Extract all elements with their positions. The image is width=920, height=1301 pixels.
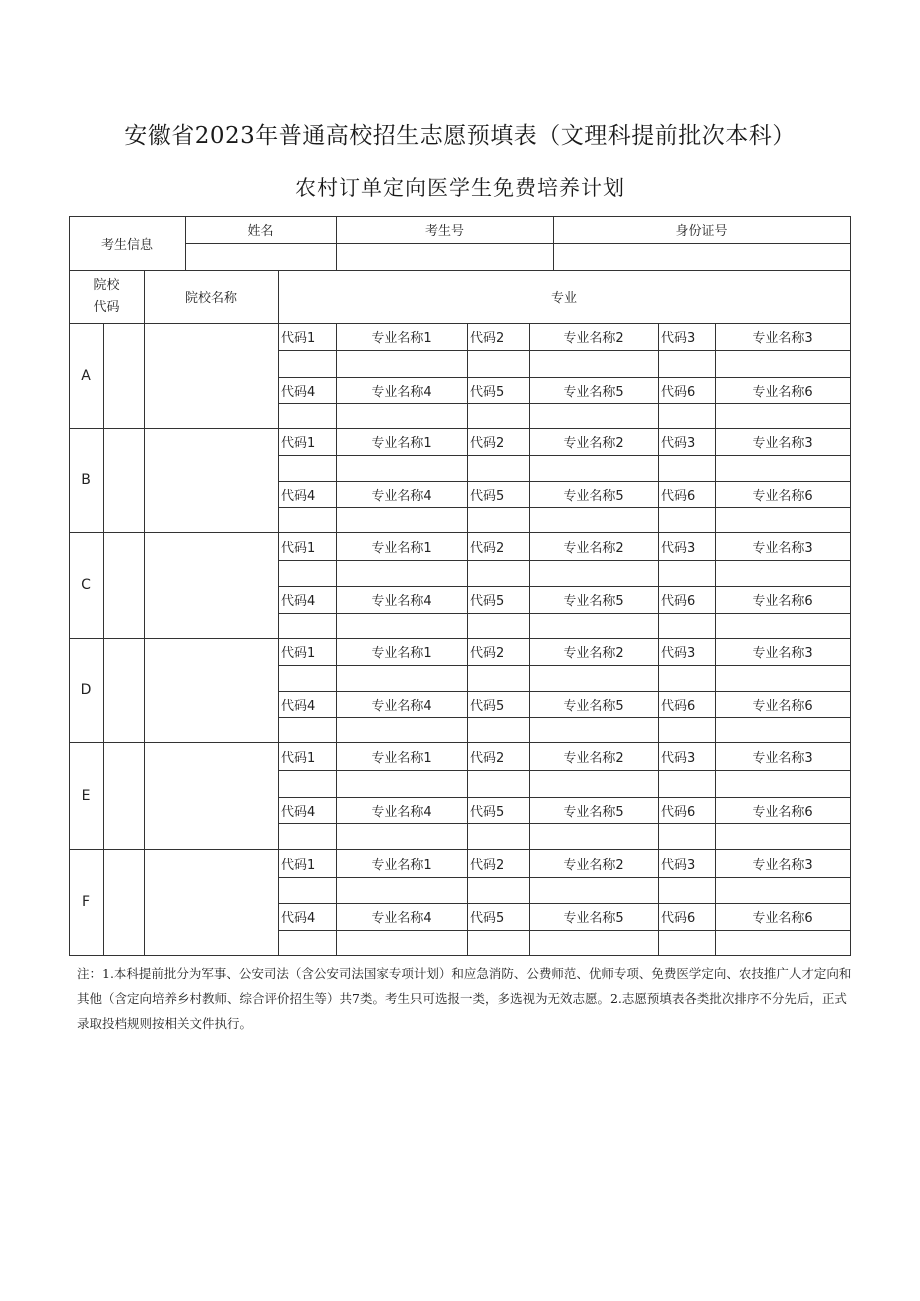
major-name-label: 专业名称3 <box>752 750 813 766</box>
major-name-label: 专业名称1 <box>371 857 432 873</box>
major-name-label: 专业名称6 <box>752 911 813 926</box>
major-code-field[interactable] <box>278 877 336 903</box>
major-code-label: 代码6 <box>661 698 696 714</box>
school-name-field[interactable] <box>144 428 278 532</box>
major-code-label: 代码3 <box>661 436 696 451</box>
major-name-field[interactable] <box>715 613 850 638</box>
major-code-label: 代码4 <box>281 804 316 820</box>
major-code-field[interactable] <box>278 665 336 691</box>
form-subtitle: 农村订单定向医学生免费培养计划 <box>295 176 625 200</box>
major-code-label: 代码3 <box>661 750 696 766</box>
major-code-label: 代码3 <box>661 540 696 556</box>
group-label-d: D <box>80 682 92 698</box>
major-name-field[interactable] <box>529 613 658 638</box>
id-number-field[interactable] <box>553 243 850 270</box>
group-label-f: F <box>81 894 91 910</box>
major-name-field[interactable] <box>336 770 467 797</box>
major-name-label: 专业名称6 <box>752 488 813 504</box>
major-name-field[interactable] <box>715 403 850 428</box>
major-name-label: 专业名称5 <box>563 804 624 820</box>
school-name-field[interactable] <box>144 638 278 742</box>
major-code-field[interactable] <box>467 717 529 742</box>
major-name-label: 专业名称3 <box>752 540 813 556</box>
major-code-field[interactable] <box>467 930 529 955</box>
major-code-field[interactable] <box>658 717 715 742</box>
major-code-field[interactable] <box>278 560 336 586</box>
major-code-label: 代码1 <box>281 646 316 661</box>
major-name-field[interactable] <box>529 455 658 481</box>
major-name-label: 专业名称5 <box>563 698 624 714</box>
major-code-field[interactable] <box>658 930 715 955</box>
major-code-field[interactable] <box>467 560 529 586</box>
major-name-field[interactable] <box>715 455 850 481</box>
footnote: 注：1.本科提前批分为军事、公安司法（含公安司法国家专项计划）和应急消防、公费师范、优师专项、免费医学定向、农技推广人才定向和其他（含定向培养乡村教师、综合评价招生等）共7类。考生只可选报一类，多选视为无效志愿。2.志愿预填表各类批次排序不分先后，正式录取投档规则按相关文件执行。 <box>77 966 852 1031</box>
school-code-field[interactable] <box>103 323 144 428</box>
major-code-label: 代码2 <box>470 646 505 661</box>
major-code-field[interactable] <box>278 717 336 742</box>
major-name-field[interactable] <box>336 930 467 955</box>
major-name-field[interactable] <box>529 717 658 742</box>
major-name-label: 专业名称2 <box>563 331 624 346</box>
major-name-field[interactable] <box>336 560 467 586</box>
major-name-label: 专业名称4 <box>371 698 432 714</box>
major-name-field[interactable] <box>529 877 658 903</box>
major-code-field[interactable] <box>278 613 336 638</box>
major-name-label: 专业名称2 <box>563 750 624 766</box>
major-name-field[interactable] <box>529 507 658 532</box>
major-name-label: 专业名称2 <box>563 857 624 873</box>
major-code-field[interactable] <box>658 560 715 586</box>
major-name-field[interactable] <box>336 403 467 428</box>
major-name-field[interactable] <box>715 350 850 377</box>
major-name-label: 专业名称4 <box>371 804 432 820</box>
major-code-field[interactable] <box>467 823 529 849</box>
major-name-field[interactable] <box>715 770 850 797</box>
major-code-field[interactable] <box>278 350 336 377</box>
major-name-label: 专业名称4 <box>371 594 432 609</box>
major-code-label: 代码5 <box>470 911 505 926</box>
major-code-label: 代码5 <box>470 698 505 714</box>
major-code-label: 代码2 <box>470 436 505 451</box>
major-code-label: 代码1 <box>281 436 316 451</box>
major-code-label: 代码4 <box>281 911 316 926</box>
major-code-field[interactable] <box>658 350 715 377</box>
major-code-field[interactable] <box>658 877 715 903</box>
major-code-field[interactable] <box>278 403 336 428</box>
school-code-column-label: 院校代码 <box>93 277 120 315</box>
school-name-column-label: 院校名称 <box>184 291 237 306</box>
form-title: 安徽省2023年普通高校招生志愿预填表（文理科提前批次本科） <box>124 123 796 149</box>
major-code-field[interactable] <box>467 877 529 903</box>
major-name-field[interactable] <box>336 823 467 849</box>
major-code-field[interactable] <box>658 403 715 428</box>
major-code-field[interactable] <box>658 507 715 532</box>
table-rule <box>69 216 70 956</box>
major-name-label: 专业名称2 <box>563 646 624 661</box>
major-code-field[interactable] <box>467 613 529 638</box>
major-code-label: 代码6 <box>661 804 696 820</box>
major-code-label: 代码5 <box>470 594 505 609</box>
group-label-e: E <box>81 787 91 804</box>
major-code-field[interactable] <box>467 770 529 797</box>
major-name-label: 专业名称3 <box>752 436 813 451</box>
name-column-label: 姓名 <box>247 224 274 239</box>
group-label-c: C <box>81 577 91 593</box>
major-name-field[interactable] <box>529 665 658 691</box>
major-code-label: 代码1 <box>281 331 316 346</box>
major-code-field[interactable] <box>278 455 336 481</box>
major-name-label: 专业名称3 <box>752 857 813 873</box>
major-name-label: 专业名称1 <box>371 436 432 451</box>
major-code-label: 代码6 <box>661 384 696 400</box>
major-code-label: 代码3 <box>661 646 696 661</box>
group-label-a: A <box>81 367 91 384</box>
major-name-field[interactable] <box>336 613 467 638</box>
major-name-label: 专业名称6 <box>752 804 813 820</box>
major-name-label: 专业名称6 <box>752 594 813 609</box>
major-code-field[interactable] <box>658 665 715 691</box>
major-code-field[interactable] <box>278 770 336 797</box>
major-name-field[interactable] <box>529 930 658 955</box>
major-name-label: 专业名称1 <box>371 750 432 766</box>
major-code-label: 代码5 <box>470 384 505 400</box>
school-code-field[interactable] <box>103 428 144 532</box>
major-name-field[interactable] <box>336 877 467 903</box>
major-code-label: 代码2 <box>470 331 505 346</box>
major-code-field[interactable] <box>658 455 715 481</box>
school-name-field[interactable] <box>144 323 278 428</box>
major-name-label: 专业名称5 <box>563 911 624 926</box>
major-code-label: 代码5 <box>470 804 505 820</box>
major-code-field[interactable] <box>278 930 336 955</box>
major-name-field[interactable] <box>529 350 658 377</box>
exam-number-column-label: 考生号 <box>424 224 464 239</box>
major-code-label: 代码6 <box>661 488 696 504</box>
table-rule <box>69 955 851 956</box>
major-code-label: 代码5 <box>470 488 505 504</box>
major-code-label: 代码1 <box>281 857 316 873</box>
major-name-field[interactable] <box>715 665 850 691</box>
major-code-field[interactable] <box>278 823 336 849</box>
major-code-field[interactable] <box>467 507 529 532</box>
major-name-field[interactable] <box>336 350 467 377</box>
school-code-field[interactable] <box>103 532 144 638</box>
major-code-label: 代码6 <box>661 594 696 609</box>
major-name-label: 专业名称1 <box>371 646 432 661</box>
major-code-label: 代码4 <box>281 698 316 714</box>
major-name-label: 专业名称3 <box>752 331 813 346</box>
major-name-field[interactable] <box>336 717 467 742</box>
major-code-label: 代码2 <box>470 540 505 556</box>
school-name-field[interactable] <box>144 532 278 638</box>
table-rule <box>850 216 851 956</box>
major-name-label: 专业名称1 <box>371 540 432 556</box>
major-name-field[interactable] <box>336 665 467 691</box>
major-name-label: 专业名称2 <box>563 540 624 556</box>
major-code-label: 代码3 <box>661 331 696 346</box>
major-name-field[interactable] <box>336 507 467 532</box>
school-name-field[interactable] <box>144 849 278 955</box>
name-field[interactable] <box>185 243 336 270</box>
major-name-label: 专业名称3 <box>752 646 813 661</box>
major-code-field[interactable] <box>467 665 529 691</box>
major-code-field[interactable] <box>467 350 529 377</box>
exam-number-field[interactable] <box>336 243 553 270</box>
candidate-info-label: 考生信息 <box>100 237 153 253</box>
major-name-label: 专业名称6 <box>752 384 813 400</box>
major-name-field[interactable] <box>336 455 467 481</box>
major-code-field[interactable] <box>658 613 715 638</box>
major-code-label: 代码6 <box>661 911 696 926</box>
major-name-label: 专业名称5 <box>563 594 624 609</box>
school-code-field[interactable] <box>103 638 144 742</box>
major-column-label: 专业 <box>550 291 577 306</box>
school-code-field[interactable] <box>103 849 144 955</box>
major-code-field[interactable] <box>467 403 529 428</box>
school-name-field[interactable] <box>144 742 278 849</box>
major-code-field[interactable] <box>658 823 715 849</box>
major-name-field[interactable] <box>529 403 658 428</box>
major-name-field[interactable] <box>715 560 850 586</box>
major-code-field[interactable] <box>278 507 336 532</box>
major-code-label: 代码2 <box>470 750 505 766</box>
major-code-label: 代码1 <box>281 750 316 766</box>
major-code-label: 代码1 <box>281 540 316 556</box>
major-name-field[interactable] <box>715 717 850 742</box>
major-code-label: 代码4 <box>281 384 316 400</box>
major-name-field[interactable] <box>529 560 658 586</box>
major-code-label: 代码2 <box>470 857 505 873</box>
major-name-field[interactable] <box>715 823 850 849</box>
major-name-label: 专业名称6 <box>752 698 813 714</box>
school-code-field[interactable] <box>103 742 144 849</box>
id-number-column-label: 身份证号 <box>675 224 728 239</box>
major-name-label: 专业名称5 <box>563 488 624 504</box>
major-code-field[interactable] <box>467 455 529 481</box>
major-code-label: 代码4 <box>281 594 316 609</box>
major-name-label: 专业名称2 <box>563 436 624 451</box>
major-code-label: 代码3 <box>661 857 696 873</box>
major-name-field[interactable] <box>529 823 658 849</box>
major-name-label: 专业名称4 <box>371 384 432 400</box>
major-name-field[interactable] <box>715 507 850 532</box>
major-name-label: 专业名称1 <box>371 331 432 346</box>
major-name-label: 专业名称5 <box>563 384 624 400</box>
major-name-label: 专业名称4 <box>371 488 432 504</box>
major-code-label: 代码4 <box>281 488 316 504</box>
major-name-field[interactable] <box>529 770 658 797</box>
major-code-field[interactable] <box>658 770 715 797</box>
group-label-b: B <box>81 472 91 488</box>
major-name-field[interactable] <box>715 930 850 955</box>
major-name-label: 专业名称4 <box>371 911 432 926</box>
major-name-field[interactable] <box>715 877 850 903</box>
